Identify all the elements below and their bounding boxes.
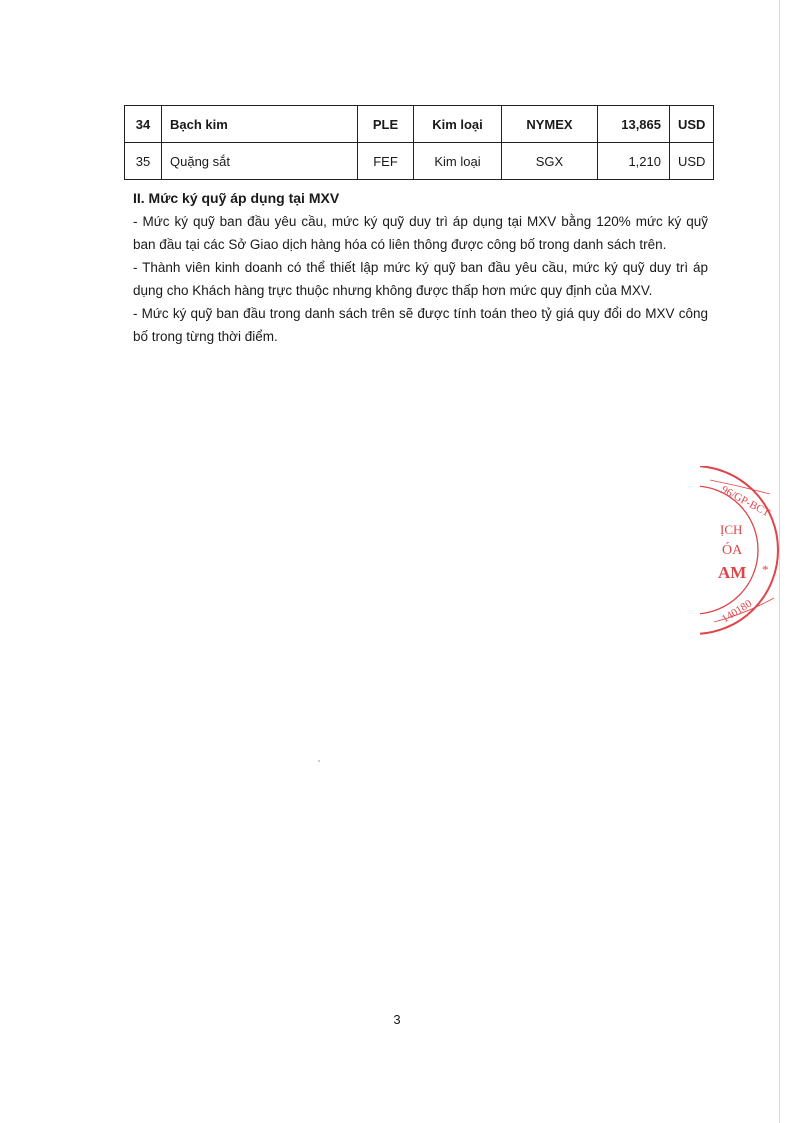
section-paragraph: - Mức ký quỹ ban đầu yêu cầu, mức ký quỹ duy trì áp dụng tại MXV bằng 120% mức ký quỹ ban đầu tại các Sở Giao dịch hàng hóa có liên thông được công bố trong danh sách trên. — [133, 214, 708, 252]
official-stamp — [700, 466, 794, 636]
scan-speck — [318, 760, 320, 762]
cell-code: PLE — [358, 106, 414, 143]
cell-currency: USD — [670, 106, 714, 143]
table-row — [125, 143, 714, 180]
cell-margin: 1,210 — [598, 143, 670, 180]
cell-no: 34 — [125, 106, 162, 143]
cell-exchange: NYMEX — [502, 106, 598, 143]
cell-name: Bạch kim — [162, 106, 358, 143]
cell-no: 35 — [125, 143, 162, 180]
stamp-arc-top: 96/GP-BCT — [719, 483, 772, 520]
cell-code: FEF — [358, 143, 414, 180]
section-heading: II. Mức ký quỹ áp dụng tại MXV — [133, 190, 340, 206]
stamp-star: * — [762, 562, 769, 577]
cell-margin: 13,865 — [598, 106, 670, 143]
cell-exchange: SGX — [502, 143, 598, 180]
margin-table — [124, 105, 714, 180]
stamp-line-2: ÓA — [722, 543, 743, 558]
cell-currency: USD — [670, 143, 714, 180]
page-number: 3 — [393, 1012, 401, 1027]
section-paragraph: - Thành viên kinh doanh có thể thiết lập mức ký quỹ ban đầu yêu cầu, mức ký quỹ duy trì áp dụng cho Khách hàng trực thuộc nhưng không được thấp hơn mức quy định của MXV. — [133, 260, 708, 298]
cell-name: Quặng sắt — [162, 143, 358, 180]
cell-group: Kim loại — [414, 106, 502, 143]
cell-group: Kim loại — [414, 143, 502, 180]
margin-section — [133, 187, 708, 348]
stamp-arc-bottom: 140180 — [719, 597, 755, 626]
section-paragraph: - Mức ký quỹ ban đầu trong danh sách trên sẽ được tính toán theo tỷ giá quy đổi do MXV công bố trong từng thời điểm. — [133, 306, 708, 344]
stamp-line-3: AM — [718, 563, 747, 582]
table-row — [125, 106, 714, 143]
stamp-line-1: ỊCH — [720, 522, 743, 537]
